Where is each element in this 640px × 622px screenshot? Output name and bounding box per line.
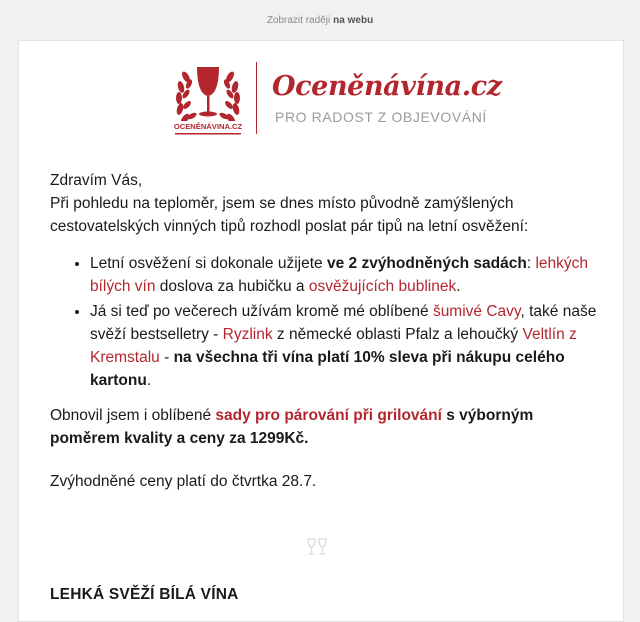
veltliner-link[interactable]: Veltlín z Kremstalu xyxy=(90,326,577,366)
intro-paragraph: Při pohledu na teploměr, jsem se dnes místo původně zamýšlených cestovatelských vinných tipů rozhodl poslat pár tipů na letní osvěžení: xyxy=(50,195,529,235)
logo-divider xyxy=(256,62,257,134)
web-version-link[interactable]: na webu xyxy=(333,14,374,26)
svg-text:OCENĚNÁVINA.CZ: OCENĚNÁVINA.CZ xyxy=(173,122,243,131)
email-header[interactable] xyxy=(171,59,502,143)
sparkling-wines-link[interactable]: osvěžujících bublinek xyxy=(308,278,457,295)
tips-list xyxy=(50,252,598,392)
light-white-wines-link[interactable]: lehkých bílých vín xyxy=(90,255,589,295)
grill-sets-link[interactable]: sady pro párování při grilování xyxy=(215,407,442,424)
web-version-text: Zobrazit raději xyxy=(266,14,331,26)
greeting: Zdravím Vás, xyxy=(50,172,143,189)
list-item: • Já si teď po večerech užívám kromě mé oblíbené šumivé Cavy, také naše svěží bestselletry - Ryzlink z německé oblasti Pfalz a lehoučký Veltlín z Kremstalu - na všechna tři vína platí 10% sleva při nákupu celého kartonu. xyxy=(90,300,598,392)
email-card xyxy=(18,40,624,622)
section-title: LEHKÁ SVĚŽÍ BÍLÁ VÍNA xyxy=(50,586,239,603)
grill-sets-paragraph: Obnovil jsem i oblíbené sady pro párování při grilování s výborným poměrem kvality a ceny za 1299Kč. xyxy=(50,407,534,447)
list-item: • Letní osvěžení si dokonale užijete ve 2 zvýhodněných sadách: lehkých bílých vín doslova za hubičku a osvěžujících bublinek. xyxy=(90,252,598,298)
web-version-bar xyxy=(0,0,640,40)
riesling-link[interactable]: Ryzlink xyxy=(222,326,273,343)
email-body xyxy=(50,169,598,493)
cava-link[interactable]: šumivé Cavy xyxy=(432,303,521,320)
logo-title: Oceněnávína.cz xyxy=(272,71,502,102)
price-validity-note: Zvýhodněné ceny platí do čtvrtka 28.7. xyxy=(50,473,317,490)
logo-emblem-wordmark xyxy=(171,120,245,132)
logo-tagline: PRO RADOST Z OBJEVOVÁNÍ xyxy=(275,109,487,125)
wine-glasses-icon xyxy=(303,537,331,557)
